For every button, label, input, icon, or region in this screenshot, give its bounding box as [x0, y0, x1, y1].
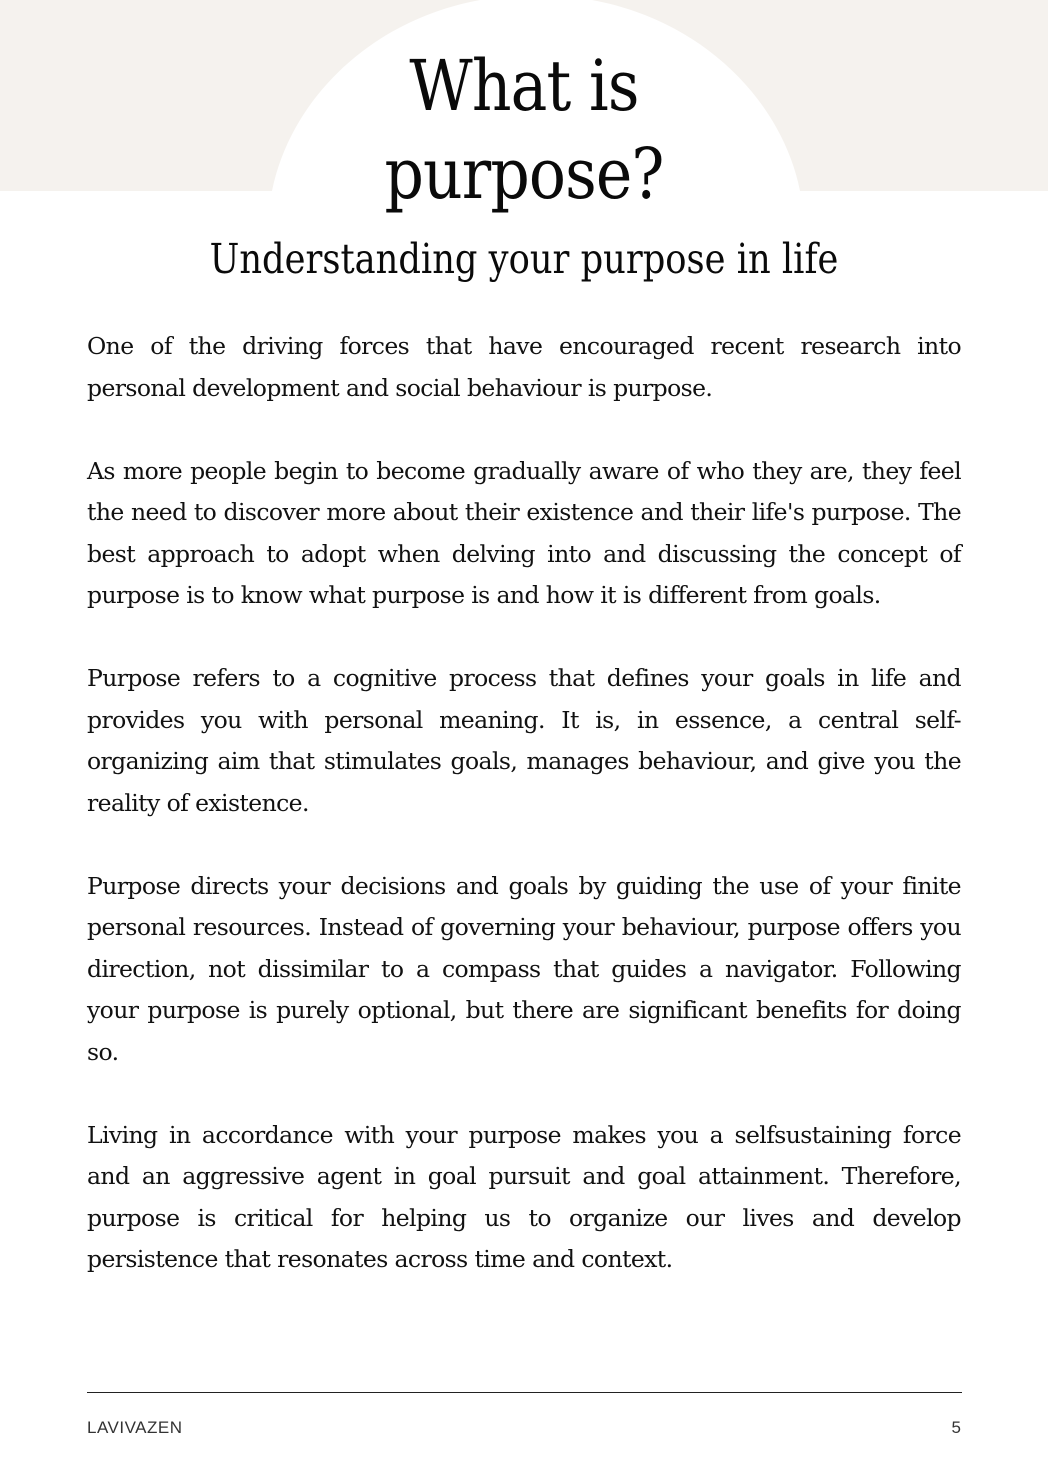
page-subtitle: Understanding your purpose in life [209, 235, 839, 283]
paragraph-2: As more people begin to become gradually aware of who they are, they feel the need to discover more about their existence and their life's purpose. The best approach to adopt when delving into and discussing the concept of purpose is to know what purpose is and how it is different from goals. [87, 456, 961, 609]
body-text [87, 326, 961, 1322]
footer-divider [87, 1392, 962, 1393]
paragraph-3: Purpose refers to a cognitive process that defines your goals in life and provides you with personal meaning. It is, in essence, a central self-organizing aim that stimulates goals, manages behaviour, and give you the reality of existence. [87, 664, 961, 817]
page-title-line-1: What is [409, 45, 639, 127]
page-title [63, 42, 985, 218]
paragraph-5: Living in accordance with your purpose makes you a selfsustaining force and an aggressive agent in goal pursuit and goal attainment. Therefore, purpose is critical for helping us to organize our lives and develop persistence that resonates across time and context. [87, 1120, 961, 1273]
paragraph-4: Purpose directs your decisions and goals by guiding the use of your finite personal resources. Instead of governing your behaviour, purpose offers you direction, not dissimilar to a compass that guides a navigator. Following your purpose is purely optional, but there are significant benefits for doing so. [87, 871, 961, 1066]
paragraph-1: One of the driving forces that have encouraged recent research into personal development and social behaviour is purpose. [87, 332, 961, 402]
page-number: 5 [951, 1418, 961, 1437]
page-title-line-2: purpose? [384, 133, 664, 215]
footer-brand: LAVIVAZEN [87, 1418, 183, 1437]
